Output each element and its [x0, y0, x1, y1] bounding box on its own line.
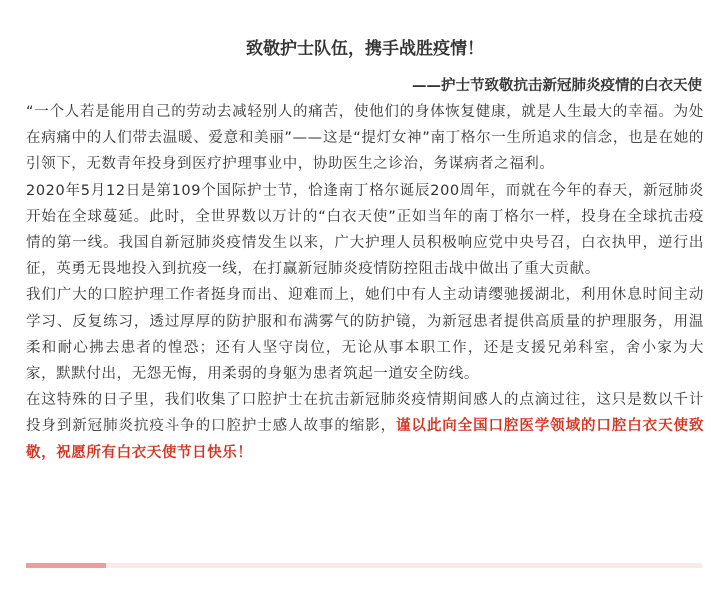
- article-subtitle: ——护士节致敬抗击新冠肺炎疫情的白衣天使: [412, 78, 702, 94]
- paragraph-4-highlight: 谨以此向全国口腔医学领域的口腔白衣天使致敬，祝愿所有白衣天使节日快乐！: [26, 418, 705, 461]
- paragraph-4: [26, 387, 704, 466]
- article-title: 致敬护士队伍，携手战胜疫情！: [246, 39, 484, 59]
- paragraph-3: 我们广大的口腔护理工作者挺身而出、迎难而上，她们中有人主动请缨驰援湖北，利用休息时间主动学习、反复练习，透过厚厚的防护服和布满雾气的防护镜，为新冠患者提供高质量的护理服务，用温柔和耐心拂去患者的惶恐；还有人坚守岗位，无论从事本职工作，还是支援兄弟科室，舍小家为大家，默默付出，无怨无悔，用柔弱的身躯为患者筑起一道安全防线。: [26, 287, 704, 383]
- paragraph-1: “一个人若是能用自己的劳动去减轻别人的痛苦，使他们的身体恢复健康，就是人生最大的幸福。为处在病痛中的人们带去温暖、爱意和美丽”——这是“提灯女神”南丁格尔一生所追求的信念，也是在她的引领下，无数青年投身到医疗护理事业中，协助医生之诊治，务谋病者之福利。: [26, 104, 704, 173]
- section-divider: [26, 563, 702, 568]
- paragraph-2: 2020年5月12日是第109个国际护士节，恰逢南丁格尔诞辰200周年，而就在今年的春天，新冠肺炎开始在全球蔓延。此时，全世界数以万计的“白衣天使”正如当年的南丁格尔一样，投身在全球抗击疫情的第一线。我国自新冠肺炎疫情发生以来，广大护理人员积极响应党中央号召，白衣执甲，逆行出征，英勇无畏地投入到抗疫一线，在打赢新冠肺炎疫情防控阻击战中做出了重大贡献。: [26, 182, 704, 278]
- section-divider-accent: [26, 563, 106, 568]
- paragraph-4-text: 在这特殊的日子里，我们收集了口腔护士在抗击新冠肺炎疫情期间感人的点滴过往，这只是数以千计投身到新冠肺炎抗疫斗争的口腔护士感人故事的缩影，: [26, 392, 704, 435]
- article: [26, 0, 704, 466]
